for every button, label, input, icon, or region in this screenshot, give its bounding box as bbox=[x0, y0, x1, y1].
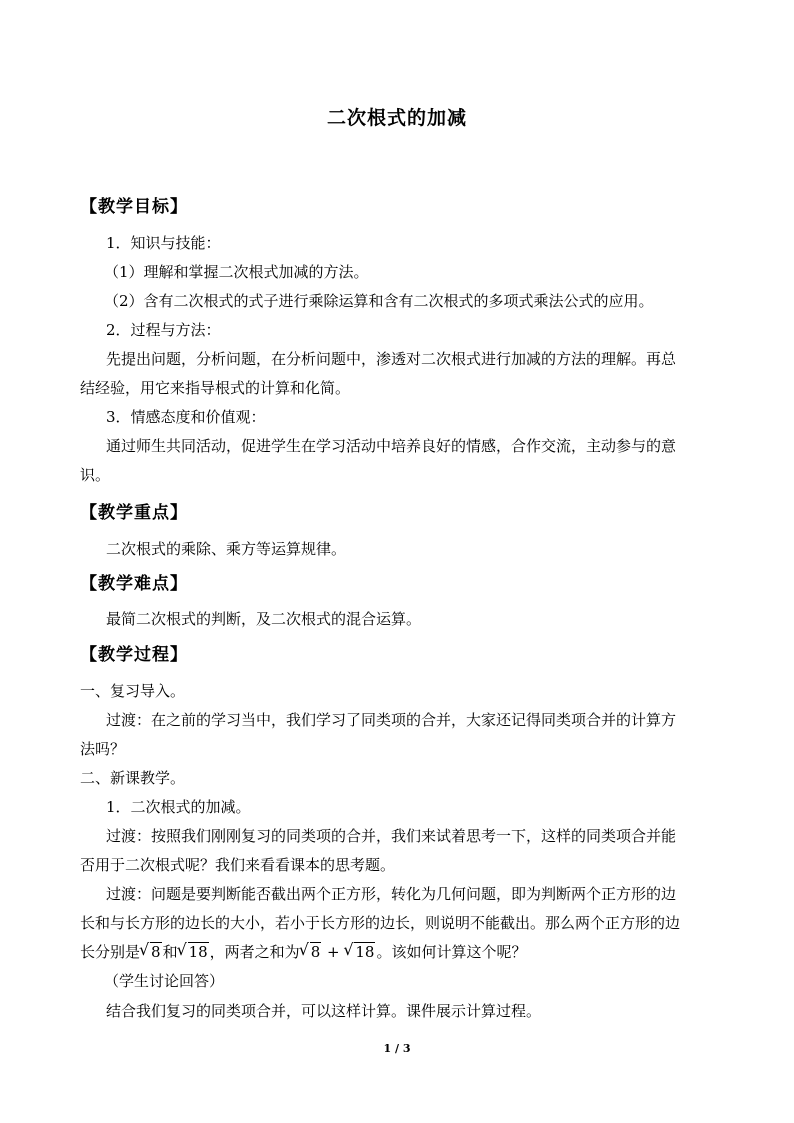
line3-mid: ，两者之和为 bbox=[209, 943, 300, 961]
page-title: 二次根式的加减 bbox=[326, 107, 467, 129]
process-s2-1c: （学生讨论回答） bbox=[104, 972, 225, 990]
radicand-8-sum: 8 bbox=[310, 943, 321, 961]
radicand-18: 18 bbox=[188, 943, 208, 961]
and-text: 和 bbox=[162, 943, 178, 961]
goals-item-2a-line2: 结经验，用它来指导根式的计算和化简。 bbox=[80, 379, 351, 397]
goals-item-3a-line2: 识。 bbox=[80, 466, 111, 484]
line3-prefix: 长分别是 bbox=[80, 943, 141, 961]
goals-item-2: 2．过程与方法： bbox=[106, 321, 221, 339]
plus-sign: + bbox=[322, 943, 345, 961]
sqrt-8 bbox=[141, 942, 162, 962]
process-s2-1b-line1: 过渡：问题是要判断能否截出两个正方形，转化为几何问题，即为判断两个正方形的边 bbox=[106, 885, 677, 903]
goals-item-1: 1．知识与技能： bbox=[106, 234, 221, 252]
process-section-1: 一、复习导入。 bbox=[80, 682, 186, 700]
process-s2-1b-line2: 长和与长方形的边长的大小，若小于长方形的边长，则说明不能截出。那么两个正方形的边 bbox=[80, 914, 681, 932]
sqrt-18-sum bbox=[345, 942, 375, 962]
page-number: 1 / 3 bbox=[383, 1042, 411, 1055]
heading-process: 【教学过程】 bbox=[80, 645, 188, 665]
process-s2-item-1: 1．二次根式的加减。 bbox=[106, 798, 251, 816]
heading-goals: 【教学目标】 bbox=[80, 197, 188, 217]
process-s1a-line2: 法吗？ bbox=[80, 740, 126, 758]
heading-key: 【教学重点】 bbox=[80, 503, 188, 523]
goals-item-1b: （2）含有二次根式的式子进行乘除运算和含有二次根式的多项式乘法公式的应用。 bbox=[104, 292, 654, 310]
process-s2-1b-line3 bbox=[80, 942, 526, 962]
sqrt-18 bbox=[179, 942, 209, 962]
goals-item-3a-line1: 通过师生共同活动，促进学生在学习活动中培养良好的情感，合作交流，主动参与的意 bbox=[106, 437, 677, 455]
line3-suffix: 。该如何计算这个呢？ bbox=[376, 943, 527, 961]
goals-item-2a-line1: 先提出问题，分析问题，在分析问题中，渗透对二次根式进行加减的方法的理解。再总 bbox=[106, 350, 677, 368]
heading-difficult: 【教学难点】 bbox=[80, 574, 188, 594]
sqrt-8-sum bbox=[301, 942, 322, 962]
process-s2-1a-line1: 过渡：按照我们刚刚复习的同类项的合并，我们来试着思考一下，这样的同类项合并能 bbox=[106, 827, 677, 845]
process-section-2: 二、新课教学。 bbox=[80, 769, 186, 787]
process-s2-1a-line2: 否用于二次根式呢？我们来看看课本的思考题。 bbox=[80, 856, 396, 874]
difficult-text: 最简二次根式的判断，及二次根式的混合运算。 bbox=[106, 610, 422, 628]
goals-item-1a: （1）理解和掌握二次根式加减的方法。 bbox=[104, 263, 369, 281]
goals-item-3: 3．情感态度和价值观： bbox=[106, 408, 266, 426]
radicand-18-sum: 18 bbox=[355, 943, 375, 961]
process-s2-1d: 结合我们复习的同类项合并，可以这样计算。课件展示计算过程。 bbox=[106, 1002, 542, 1020]
process-s1a-line1: 过渡：在之前的学习当中，我们学习了同类项的合并，大家还记得同类项合并的计算方 bbox=[106, 711, 677, 729]
key-text: 二次根式的乘除、乘方等运算规律。 bbox=[106, 540, 347, 558]
radicand-8: 8 bbox=[151, 943, 161, 961]
